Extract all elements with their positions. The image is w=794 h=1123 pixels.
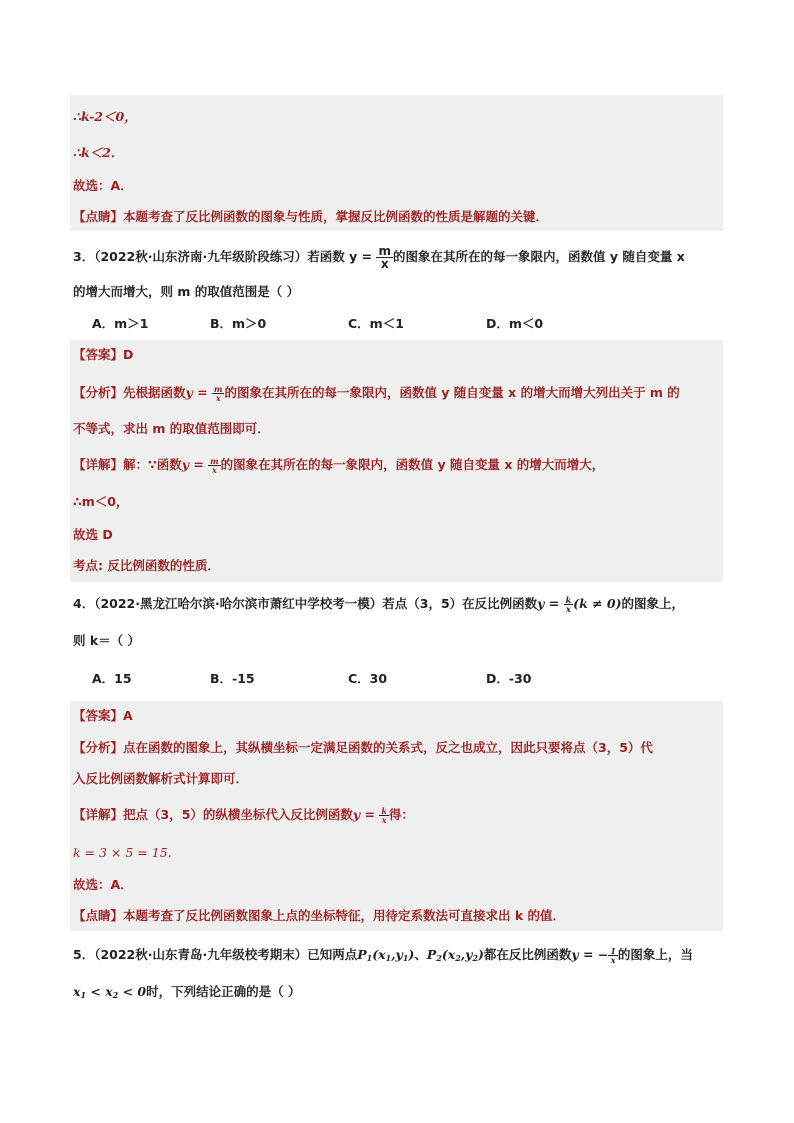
- fraction-denominator: x: [208, 465, 220, 474]
- fraction-m-over-x: [208, 457, 220, 474]
- analysis-tag: 【分析】: [73, 740, 124, 755]
- comment-tag: 【点睛】: [73, 209, 124, 224]
- question-text: 若函数: [307, 249, 345, 264]
- comment-line: [73, 208, 548, 226]
- option-a: A．m＞1: [92, 316, 149, 331]
- question-3-stem: [73, 245, 685, 270]
- option-d: D．-30: [486, 671, 532, 686]
- fraction-k-over-x: [379, 807, 389, 824]
- solution-line: [73, 108, 137, 126]
- math-text: y =: [349, 249, 373, 264]
- comment-text: 本题考查了反比例函数的图象与性质，掌握反比例函数的性质是解题的关键．: [123, 209, 549, 224]
- analysis-line-2: 入反比例函数解析式计算即可．: [73, 771, 249, 786]
- math-text: y: [537, 596, 545, 611]
- fraction-denominator: x: [379, 815, 389, 824]
- comment-tag: 【点睛】: [73, 908, 124, 923]
- question-3-stem-2: 的增大而增大，则 m 的取值范围是（ ）: [73, 284, 300, 299]
- fraction-k-over-x: [564, 596, 574, 613]
- fraction-denominator: x: [212, 393, 224, 402]
- math-text: y: [185, 385, 193, 400]
- answer-line: [73, 346, 133, 364]
- question-text: 时，下列结论正确的是（ ）: [146, 984, 301, 999]
- answer-line: [73, 707, 133, 725]
- fraction-m-over-x: [376, 245, 393, 270]
- option-b: B．m＞0: [210, 316, 267, 331]
- answer-tag: 【答案】: [73, 708, 124, 723]
- fraction-numerator: m: [213, 384, 223, 394]
- comment-text: 本题考查了反比例函数图象上点的坐标特征，用待定系数法可直接求出 k 的值．: [123, 908, 566, 923]
- detail-text: 得：: [388, 807, 414, 822]
- analysis-line: [73, 739, 653, 757]
- question-text: 的图象上，当: [617, 947, 693, 962]
- question-text: 的图象在其所在的每一象限内，函数值 y 随自变量 x: [392, 249, 685, 264]
- analysis-text: 的图象在其所在的每一象限内，函数值 y 随自变量 x 的增大而增大列出关于 m 的: [224, 385, 680, 400]
- question-source: （2022秋·山东济南·九年级阶段练习）: [94, 249, 308, 264]
- math-text: (k ≠ 0): [573, 596, 622, 611]
- detail-text: 解：∵函数: [123, 457, 182, 472]
- fraction-numerator: m: [210, 456, 219, 466]
- option-b: B．-15: [210, 671, 255, 686]
- comment-line: [73, 907, 565, 925]
- math-text: ∴k-2＜0，: [73, 109, 137, 124]
- fraction-numerator: 1: [610, 946, 616, 956]
- detail-line: ∴m＜0，: [73, 494, 129, 509]
- detail-tag: 【详解】: [73, 807, 124, 822]
- fraction-m-over-x: [212, 385, 224, 402]
- detail-text: 的图象在其所在的每一象限内，函数值 y 随自变量 x 的增大而增大，: [220, 457, 605, 472]
- detail-line: 故选：A．: [73, 877, 133, 892]
- option-c: C．m＜1: [348, 316, 404, 331]
- detail-line: 【详解】把点（3，5）的纵横坐标代入反比例函数y = $\frac{k}{x}$ 得：: [73, 806, 414, 825]
- fraction-numerator: m: [378, 244, 391, 258]
- detail-line: 故选 D: [73, 527, 113, 542]
- math-text: $x_1 < x_2 < 0$: [73, 984, 147, 1000]
- answer-tag: 【答案】: [73, 347, 124, 362]
- question-text: 若点（3，5）在反比例函数: [382, 596, 538, 611]
- math-text: k = 3 × 5 = 15.: [73, 845, 172, 860]
- question-number: 5．: [73, 947, 95, 962]
- question-number: 4．: [73, 596, 95, 611]
- detail-text: 把点（3，5）的纵横坐标代入反比例函数: [123, 807, 353, 822]
- math-text: y: [181, 457, 189, 472]
- option-c: C．30: [348, 671, 388, 686]
- fraction-denominator: x: [608, 955, 618, 964]
- fraction-1-over-x: [608, 947, 618, 964]
- solution-line: [73, 144, 123, 162]
- question-source: （2022·黑龙江哈尔滨·哈尔滨市萧红中学校考一模）: [94, 596, 383, 611]
- answer-value: A: [123, 708, 133, 723]
- detail-tag: 【详解】: [73, 457, 124, 472]
- fraction-denominator: x: [564, 604, 574, 613]
- math-text: $P_1(x_1,y_1)$: [357, 947, 415, 963]
- question-source: （2022秋·山东青岛·九年级校考期末）: [94, 947, 308, 962]
- solution-line: 故选：A．: [73, 178, 133, 193]
- analysis-text: 先根据函数: [123, 385, 186, 400]
- question-text: 已知两点: [307, 947, 358, 962]
- question-number: 3．: [73, 249, 95, 264]
- analysis-line-2: 不等式，求出 m 的取值范围即可．: [73, 421, 270, 436]
- detail-line: 【详解】解：∵函数y = $\frac{m}{x}$ 的图象在其所在的每一象限内，函数值 y 随自变量 x 的增大而增大，: [73, 456, 605, 475]
- question-text: 都在反比例函数: [483, 947, 572, 962]
- question-5-stem: 5．（2022秋·山东青岛·九年级校考期末）已知两点$P_1(x_1,y_1)$、$P_2(x_2,y_2)$都在反比例函数y = − $\frac{1}{x}$ 的图象上，当: [73, 946, 693, 965]
- analysis-text: 点在函数的图象上，其纵横坐标一定满足函数的关系式，反之也成立，因此只要将点（3，5）代: [123, 740, 653, 755]
- question-text: 的图象上，: [621, 596, 685, 611]
- math-text: y: [571, 947, 579, 962]
- option-d: D．m＜0: [486, 316, 544, 331]
- detail-line: 考点: 反比例函数的性质．: [73, 558, 220, 573]
- analysis-line: 【分析】先根据函数y = $\frac{m}{x}$ 的图象在其所在的每一象限内，函数值 y 随自变量 x 的增大而增大列出关于 m 的: [73, 384, 680, 403]
- answer-value: D: [123, 347, 134, 362]
- option-a: A．15: [92, 671, 132, 686]
- fraction-numerator: k: [565, 595, 572, 605]
- math-text: y: [352, 807, 361, 822]
- question-4-stem-2: 则 k＝（ ）: [73, 633, 141, 648]
- question-5-stem-2: [73, 983, 300, 1004]
- question-4-stem: 4．（2022·黑龙江哈尔滨·哈尔滨市萧红中学校考一模）若点（3，5）在反比例函数y = $\frac{k}{x}$ (k ≠ 0)的图象上，: [73, 595, 685, 614]
- math-text: $P_2(x_2,y_2)$: [426, 947, 484, 963]
- detail-calculation: [73, 844, 172, 862]
- analysis-tag: 【分析】: [73, 385, 124, 400]
- fraction-denominator: x: [376, 257, 393, 270]
- fraction-numerator: k: [381, 806, 387, 816]
- math-text: ∴k＜2．: [73, 145, 124, 160]
